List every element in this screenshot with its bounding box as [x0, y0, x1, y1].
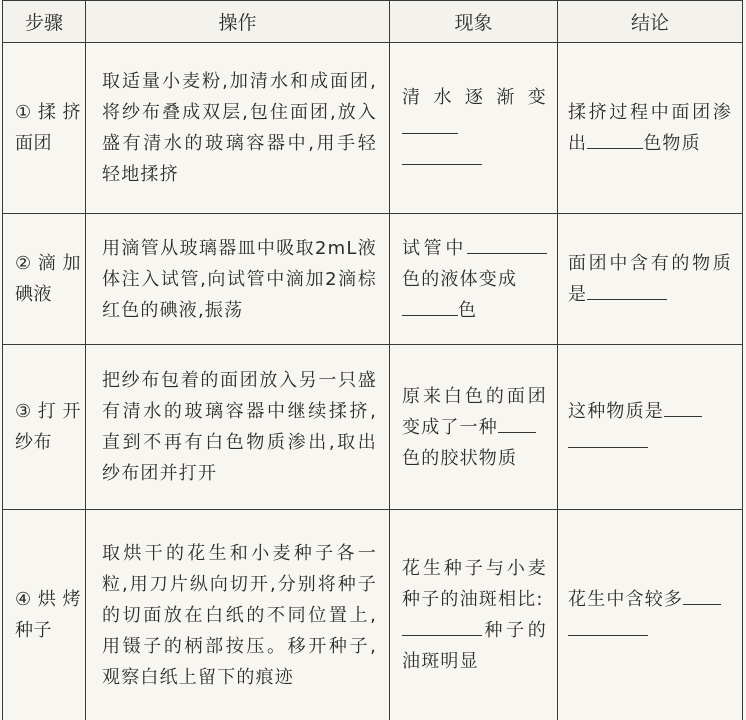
operation-text: 取适量小麦粉,加清水和成面团,将纱布叠成双层,包住面团,放入盛有清水的玻璃容器中,用手轻轻地揉挤 — [102, 71, 377, 185]
operation-text: 把纱布包着的面团放入另一只盛有清水的玻璃容器中继续揉挤,直到不再有白色物质渗出,取出纱布团并打开 — [102, 370, 377, 484]
header-step: 步骤 — [3, 1, 86, 43]
conclusion-text: 揉挤过程中面团渗出 — [568, 102, 732, 154]
answer-blank[interactable] — [498, 412, 536, 433]
answer-blank[interactable] — [683, 584, 721, 605]
step-cell — [3, 214, 86, 345]
phenomenon-text: 原来白色的面团变成了一种 — [402, 385, 547, 438]
step-cell — [3, 43, 86, 214]
step-label: ②滴加碘液 — [15, 253, 81, 305]
answer-blank[interactable] — [467, 233, 547, 254]
step-label: ①揉挤面团 — [15, 102, 81, 154]
table-row — [3, 43, 743, 214]
answer-blank[interactable] — [402, 295, 458, 316]
answer-blank[interactable] — [568, 427, 648, 448]
phenomenon-text: 色的胶状物质 — [402, 447, 518, 469]
phenomenon-cell — [390, 345, 558, 510]
answer-blank[interactable] — [664, 396, 702, 417]
answer-blank[interactable] — [587, 128, 643, 149]
answer-blank[interactable] — [587, 279, 667, 300]
answer-blank[interactable] — [402, 144, 482, 165]
operation-text: 用滴管从玻璃器皿中吸取2mL液体注入试管,向试管中滴加2滴棕红色的碘液,振荡 — [102, 237, 377, 321]
answer-blank[interactable] — [568, 615, 648, 636]
conclusion-cell — [558, 214, 743, 345]
step-cell — [3, 345, 86, 510]
conclusion-cell — [558, 43, 743, 214]
phenomenon-text: 色的液体变成 — [402, 268, 518, 290]
conclusion-cell — [558, 510, 743, 720]
conclusion-cell — [558, 345, 743, 510]
operation-cell — [86, 214, 390, 345]
phenomenon-text: 清水逐渐变 — [402, 86, 547, 108]
table-row — [3, 345, 743, 510]
operation-cell — [86, 345, 390, 510]
answer-blank[interactable] — [402, 113, 458, 134]
phenomenon-text: 花生种子与小麦种子的油斑相比: — [402, 558, 547, 610]
conclusion-text: 面团中含有的物质是 — [568, 253, 732, 305]
table-row — [3, 214, 743, 345]
operation-text: 取烘干的花生和小麦种子各一粒,用刀片纵向切开,分别将种子的切面放在白纸的不同位置上,用镊子的柄部按压。移开种子,观察白纸上留下的痕迹 — [102, 542, 377, 688]
operation-cell — [86, 510, 390, 720]
header-row — [3, 1, 743, 43]
table-row — [3, 510, 743, 720]
step-label: ③打开纱布 — [15, 401, 81, 453]
phenomenon-cell — [390, 510, 558, 720]
conclusion-text: 这种物质是 — [568, 401, 664, 422]
phenomenon-text: 试管中 — [402, 237, 467, 259]
step-cell — [3, 510, 86, 720]
answer-blank[interactable] — [402, 615, 482, 636]
header-phenomenon: 现象 — [390, 1, 558, 43]
phenomenon-text: 色 — [458, 299, 478, 321]
operation-cell — [86, 43, 390, 214]
conclusion-text: 色物质 — [643, 133, 701, 154]
phenomenon-cell — [390, 214, 558, 345]
conclusion-text: 花生中含较多 — [568, 589, 684, 610]
phenomenon-text: 种子的油斑明显 — [402, 620, 547, 672]
experiment-table — [2, 0, 743, 720]
header-conclusion: 结论 — [558, 1, 743, 43]
header-operation: 操作 — [86, 1, 390, 43]
step-label: ④烘烤种子 — [15, 589, 81, 641]
phenomenon-cell — [390, 43, 558, 214]
